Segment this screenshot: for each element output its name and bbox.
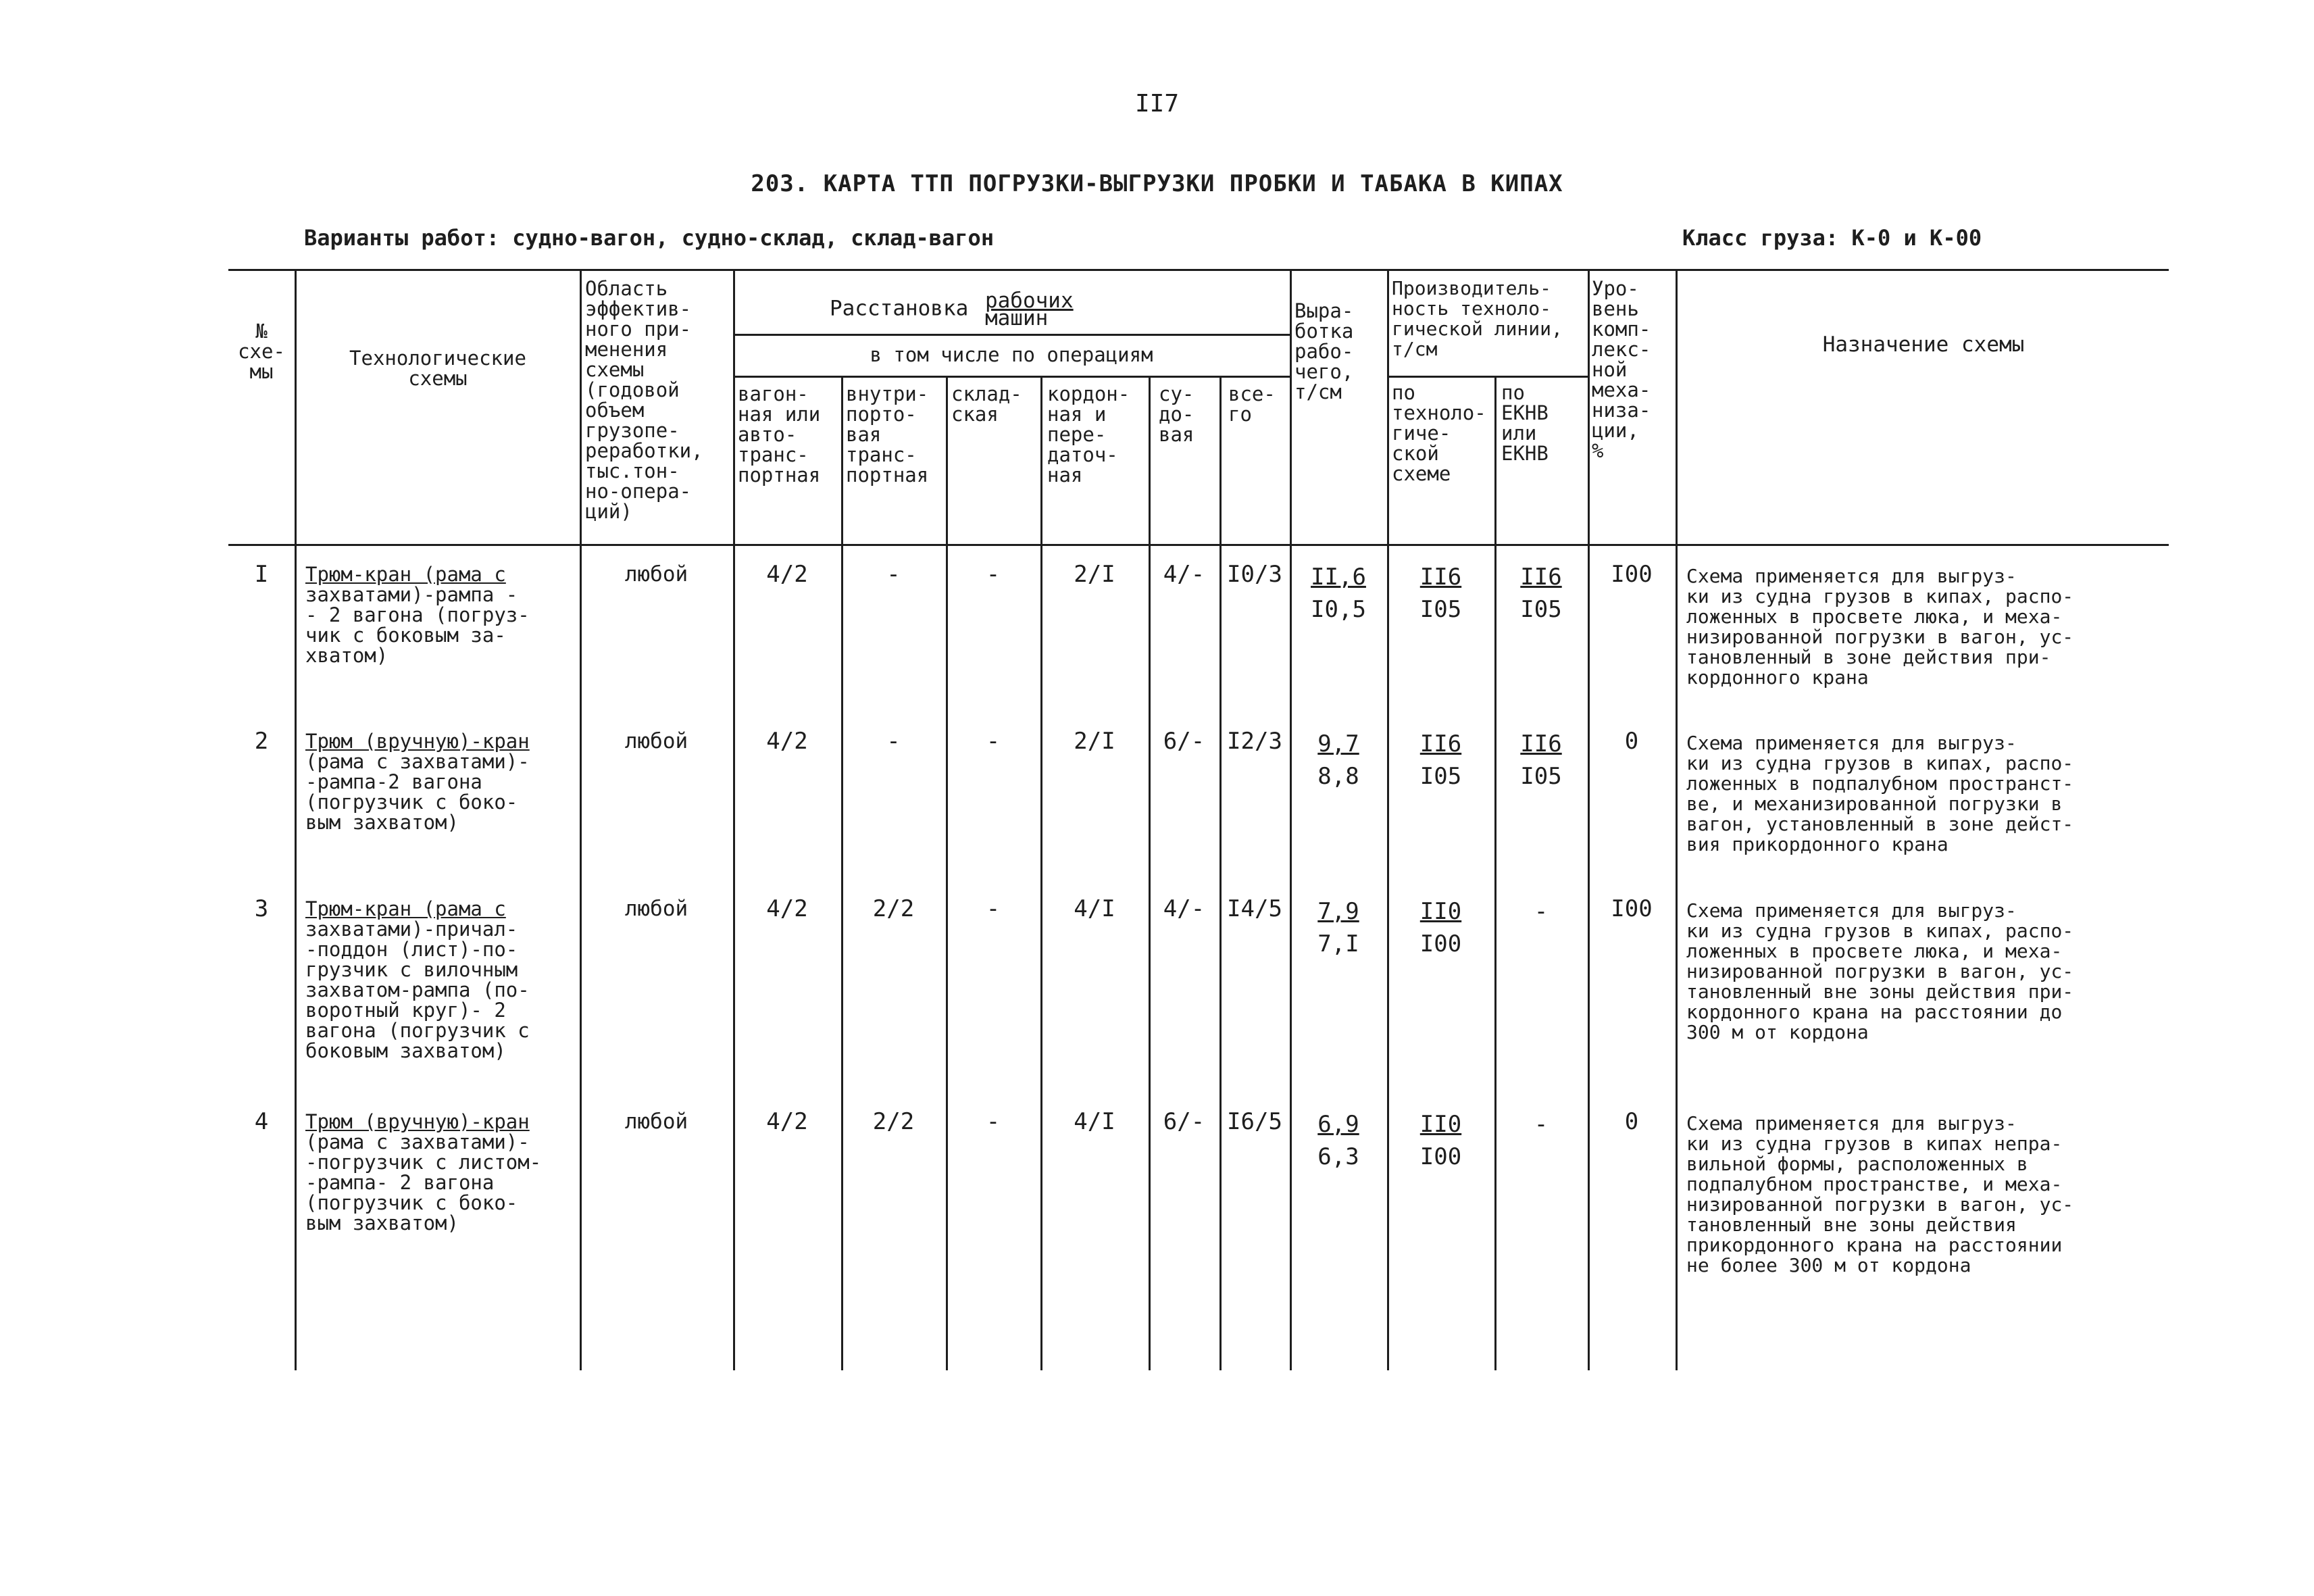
row-productivity-scheme: [1387, 561, 1494, 626]
header-scheme-purpose: Назначение схемы: [1822, 332, 2025, 357]
row-wagon: 4/2: [766, 561, 808, 588]
header-productivity: Производитель- ность техноло- гической линии, т/см: [1392, 277, 1563, 360]
row-mechanization: 0: [1624, 1108, 1639, 1135]
row-scheme-line: Трюм (вручную)-кран: [305, 730, 530, 753]
row-intraport: 2/2: [872, 895, 915, 922]
row-productivity-scheme-top: II6: [1419, 730, 1462, 757]
row-ship: 4/-: [1163, 895, 1205, 922]
row-wagon: 4/2: [766, 1108, 808, 1135]
row-scheme-line: Трюм (вручную)-кран: [305, 1110, 530, 1133]
row-productivity-scheme-top: II0: [1419, 898, 1462, 925]
header-intraport: внутри- порто- вая транс- портная: [846, 382, 929, 487]
header-ship: су- до- вая: [1159, 382, 1194, 446]
row-kordon: 2/I: [1074, 561, 1115, 588]
row-ship: 6/-: [1163, 728, 1205, 755]
header-by-operations: в том числе по операциям: [870, 343, 1153, 366]
header-technological-schemes: Технологические схемы: [349, 347, 526, 390]
row-warehouse: -: [986, 561, 1001, 588]
row-productivity-scheme-top: II0: [1419, 1111, 1462, 1138]
header-scheme-number: № схе- мы: [238, 320, 285, 383]
row-productivity-scheme: [1387, 895, 1494, 960]
row-intraport: -: [886, 561, 901, 588]
row-number: 3: [254, 895, 269, 922]
row-productivity-ekhnv-top: II6: [1520, 564, 1562, 591]
row-output: [1290, 895, 1387, 960]
row-total: I2/3: [1227, 728, 1282, 755]
row-scheme-line: захватами)-рампа -: [305, 583, 518, 606]
row-scheme-line: (рама с захватами)-: [305, 1130, 530, 1153]
row-mechanization: I00: [1611, 561, 1653, 588]
row-scheme-rest: -погрузчик с листом- -рампа- 2 вагона (погрузчик с боко- вым захватом): [305, 1151, 542, 1235]
header-kordon: кордон- ная и пере- даточ- ная: [1047, 382, 1130, 487]
row-productivity-ekhnv: [1494, 1108, 1588, 1141]
row-total: I6/5: [1227, 1108, 1282, 1135]
row-wagon: 4/2: [766, 895, 808, 922]
row-number: 2: [254, 728, 269, 755]
row-output-bottom: 7,I: [1317, 930, 1359, 957]
row-scheme-rest: -рампа-2 вагона (погрузчик с боко- вым захватом): [305, 770, 518, 834]
row-scheme: [305, 1112, 577, 1233]
header-by-tech-scheme: по техноло- гиче- ской схеме: [1392, 381, 1486, 485]
row-output: [1290, 1108, 1387, 1173]
row-productivity-ekhnv-bottom: I05: [1520, 596, 1562, 623]
row-scheme: [305, 731, 577, 832]
row-productivity-ekhnv: [1494, 561, 1588, 626]
row-productivity-scheme-bottom: I00: [1419, 1143, 1462, 1170]
row-output: [1290, 561, 1387, 626]
row-intraport: 2/2: [872, 1108, 915, 1135]
row-number: 4: [254, 1108, 269, 1135]
row-scheme-line: Трюм-кран (рама с: [305, 897, 506, 920]
row-mechanization: 0: [1624, 728, 1639, 755]
row-warehouse: -: [986, 1108, 1001, 1135]
row-scheme: [305, 564, 577, 666]
row-ship: 6/-: [1163, 1108, 1205, 1135]
header-machine-placement-label: Расстановка: [830, 296, 969, 321]
header-placement-working: рабочих: [984, 289, 1074, 313]
row-productivity-scheme-bottom: I05: [1419, 763, 1462, 790]
header-output-per-worker: Выра- ботка рабо- чего, т/см: [1294, 299, 1354, 403]
row-purpose: Схема применяется для выгруз- ки из судна грузов в кипах, распо- ложенных в подпалубном пространст- ве, и механизированной погрузки в вагон, установленный в зоне дейст- вия прикордонного крана: [1686, 732, 2074, 855]
row-application-area: любой: [624, 562, 688, 587]
page-number: II7: [1134, 90, 1180, 118]
row-productivity-ekhnv-top: -: [1534, 1111, 1549, 1138]
row-productivity-ekhnv-bottom: I05: [1520, 763, 1562, 790]
row-productivity-ekhnv-top: -: [1534, 898, 1549, 925]
row-mechanization: I00: [1611, 895, 1653, 922]
row-productivity-scheme: [1387, 728, 1494, 793]
row-number: I: [254, 561, 269, 588]
row-kordon: 4/I: [1074, 895, 1115, 922]
header-application-area: Область эффектив- ного при- менения схемы (годовой объем грузопе- реработки, тыс.тон- но-опера- ций): [585, 277, 703, 523]
row-scheme-rest: -поддон (лист)-по- грузчик с вилочным захватом-рампа (по- воротный круг)- 2 вагона (погрузчик с боковым захватом): [305, 938, 530, 1062]
row-application-area: любой: [624, 1109, 688, 1134]
row-productivity-scheme-top: II6: [1419, 564, 1462, 591]
row-output-bottom: I0,5: [1311, 596, 1366, 623]
header-wagon-auto: вагон- ная или авто- транс- портная: [738, 382, 821, 487]
row-wagon: 4/2: [766, 728, 808, 755]
row-scheme: [305, 899, 577, 1061]
row-kordon: 4/I: [1074, 1108, 1115, 1135]
header-warehouse: склад- ская: [951, 382, 1022, 426]
row-productivity-scheme-bottom: I05: [1419, 596, 1462, 623]
row-output: [1290, 728, 1387, 793]
row-output-top: 9,7: [1317, 730, 1359, 757]
header-placement-machines: машин: [984, 306, 1049, 330]
cargo-class: Класс груза: К-0 и К-00: [1682, 225, 1982, 251]
header-mechanization-level: Уро- вень комп- лекс- ной меха- низа- ции, %: [1592, 277, 1651, 462]
row-intraport: -: [886, 728, 901, 755]
row-productivity-ekhnv: [1494, 728, 1588, 793]
header-total: все- го: [1228, 382, 1276, 426]
row-ship: 4/-: [1163, 561, 1205, 588]
row-warehouse: -: [986, 895, 1001, 922]
header-machine-placement-stack: [985, 291, 1074, 328]
row-application-area: любой: [624, 897, 688, 921]
row-purpose: Схема применяется для выгруз- ки из судна грузов в кипах непра- вильной формы, расположенных в подпалубном пространстве, и меха- низированной погрузки в вагон, ус- тановленный вне зоны действия прикордонного крана на расстоянии не более 300 м от кордона: [1686, 1112, 2074, 1276]
row-scheme-line: (рама с захватами)-: [305, 750, 530, 773]
row-purpose: Схема применяется для выгруз- ки из судна грузов в кипах, распо- ложенных в просвете люка, и меха- низированной погрузки в вагон, ус- тановленный в зоне действия при- кордонного крана: [1686, 565, 2074, 689]
row-total: I4/5: [1227, 895, 1282, 922]
row-total: I0/3: [1227, 561, 1282, 588]
header-machine-placement: [830, 291, 1074, 328]
row-output-top: 6,9: [1317, 1111, 1359, 1138]
row-productivity-ekhnv: [1494, 895, 1588, 928]
row-output-bottom: 8,8: [1317, 763, 1359, 790]
row-output-top: 7,9: [1317, 898, 1359, 925]
row-purpose: Схема применяется для выгруз- ки из судна грузов в кипах, распо- ложенных в просвете люка, и меха- низированной погрузки в вагон, ус- тановленный вне зоны действия при- кордонного крана на расстоянии до 300 м от кордона: [1686, 899, 2074, 1043]
row-application-area: любой: [624, 729, 688, 753]
row-productivity-scheme: [1387, 1108, 1494, 1173]
row-scheme-line: захватами)-причал-: [305, 918, 518, 941]
document-title: 203. КАРТА ТТП ПОГРУЗКИ-ВЫГРУЗКИ ПРОБКИ И ТАБАКА В КИПАХ: [751, 170, 1563, 197]
row-productivity-ekhnv-top: II6: [1520, 730, 1562, 757]
row-output-top: II,6: [1311, 564, 1366, 591]
row-scheme-rest: - 2 вагона (погруз- чик с боковым за- хватом): [305, 603, 530, 667]
row-productivity-scheme-bottom: I00: [1419, 930, 1462, 957]
row-kordon: 2/I: [1074, 728, 1115, 755]
header-by-ekhnv: по ЕКНВ или ЕКНВ: [1501, 381, 1549, 465]
row-scheme-line: Трюм-кран (рама с: [305, 563, 506, 586]
work-variants: Варианты работ: судно-вагон, судно-склад, склад-вагон: [304, 225, 995, 251]
row-warehouse: -: [986, 728, 1001, 755]
row-output-bottom: 6,3: [1317, 1143, 1359, 1170]
